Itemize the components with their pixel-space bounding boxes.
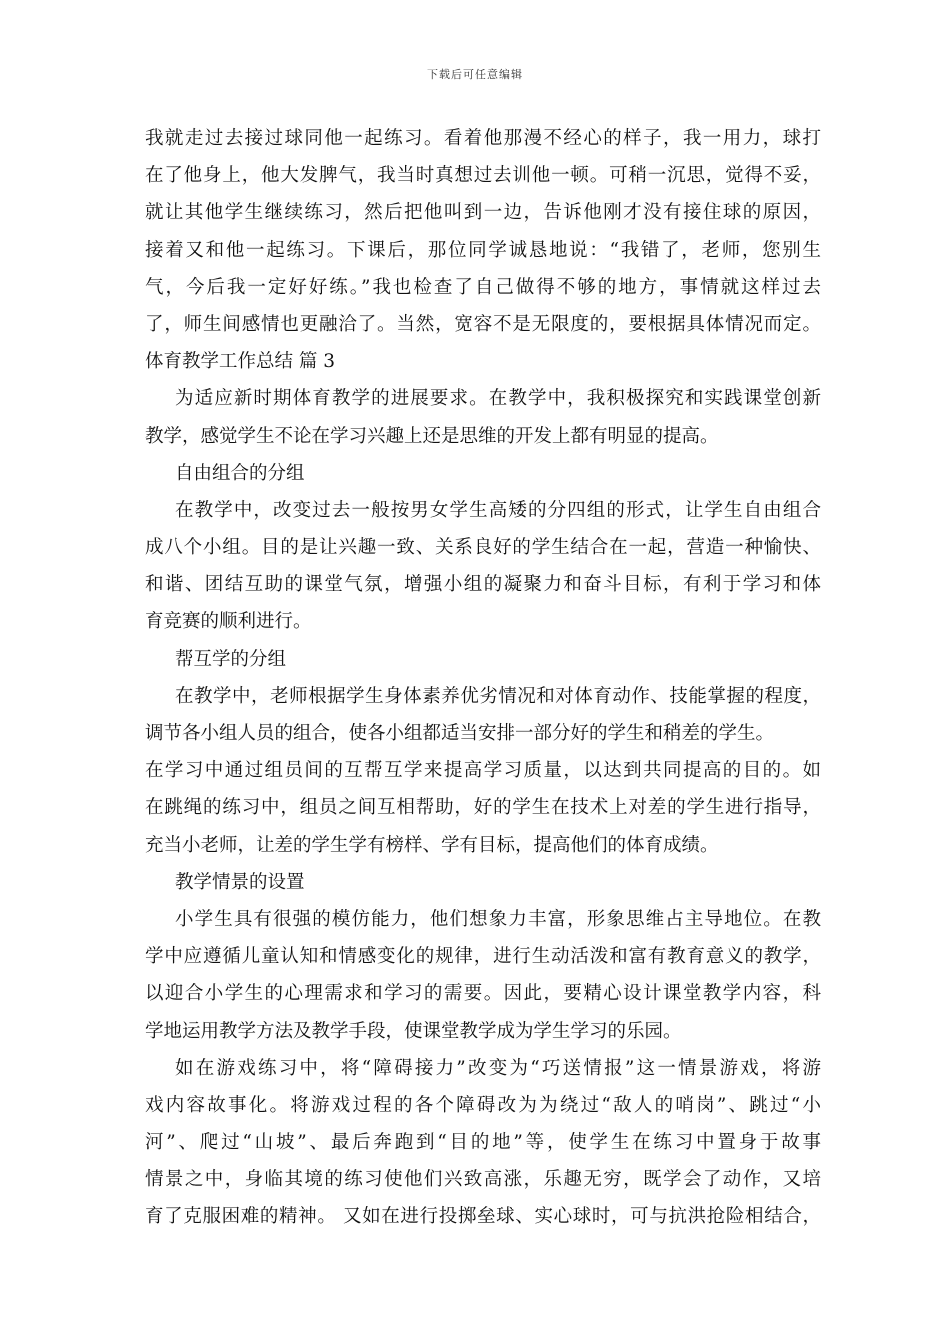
text-line: 就让其他学生继续练习，然后把他叫到一边，告诉他刚才没有接住球的原因，: [145, 202, 821, 224]
text-line: 情景之中，身临其境的练习使他们兴致高涨，乐趣无穷，既学会了动作，又培: [145, 1169, 821, 1191]
text-line: 自由组合的分组: [175, 462, 305, 484]
text-line: 和谐、团结互助的课堂气氛，增强小组的凝聚力和奋斗目标，有利于学习和体: [145, 574, 821, 596]
text-line: 在教学中，老师根据学生身体素养优劣情况和对体育动作、技能掌握的程度，: [175, 685, 821, 707]
text-line: 在了他身上，他大发脾气，我当时真想过去训他一顿。可稍一沉思，觉得不妥，: [145, 165, 821, 187]
text-line: 学地运用教学方法及教学手段，使课堂教学成为学生学习的乐园。: [145, 1020, 682, 1042]
text-line: 在教学中，改变过去一般按男女学生高矮的分四组的形式，让学生自由组合: [175, 499, 821, 521]
text-line: 体育教学工作总结 篇 3: [145, 351, 336, 373]
text-line: 调节各小组人员的组合，使各小组都适当安排一部分好的学生和稍差的学生。: [145, 723, 775, 744]
text-line: 如在游戏练习中，将“障碍接力”改变为“巧送情报”这一情景游戏，将游: [175, 1057, 821, 1079]
document-body: [145, 120, 821, 1236]
text-line: 小学生具有很强的模仿能力，他们想象力丰富，形象思维占主导地位。在教: [175, 908, 821, 930]
text-line: 戏内容故事化。将游戏过程的各个障碍改为为绕过“敌人的哨岗”、跳过“小: [145, 1094, 821, 1116]
text-line: 我就走过去接过球同他一起练习。看着他那漫不经心的样子，我一用力，球打: [145, 128, 821, 149]
text-line: 在跳绳的练习中，组员之间互相帮助，好的学生在技术上对差的学生进行指导，: [145, 797, 821, 819]
page-header: 下载后可任意编辑: [427, 68, 523, 81]
text-line: 了，师生间感情也更融洽了。当然，宽容不是无限度的，要根据具体情况而定。: [145, 313, 821, 335]
text-line: 接着又和他一起练习。下课后，那位同学诚恳地说：“我错了，老师，您别生: [145, 239, 821, 261]
text-line: 帮互学的分组: [175, 648, 287, 670]
text-line: 成八个小组。目的是让兴趣一致、关系良好的学生结合在一起，营造一种愉快、: [145, 537, 821, 559]
text-line: 气，今后我一定好好练。”我也检查了自己做得不够的地方，事情就这样过去: [145, 276, 821, 298]
text-line: 教学情景的设置: [175, 871, 305, 893]
text-line: 以迎合小学生的心理需求和学习的需要。因此，要精心设计课堂教学内容，科: [145, 983, 821, 1005]
text-line: 河”、爬过“山坡”、最后奔跑到“目的地”等，使学生在练习中置身于故事: [145, 1132, 821, 1154]
text-line: 育竞赛的顺利进行。: [145, 611, 312, 633]
text-line: 育了克服困难的精神。 又如在进行投掷垒球、实心球时，可与抗洪抢险相结合，: [145, 1206, 821, 1228]
text-line: 在学习中通过组员间的互帮互学来提高学习质量，以达到共同提高的目的。如: [145, 760, 821, 782]
text-line: 充当小老师，让差的学生学有榜样、学有目标，提高他们的体育成绩。: [145, 834, 719, 856]
text-line: 为适应新时期体育教学的进展要求。在教学中，我积极探究和实践课堂创新: [175, 388, 821, 410]
text-line: 学中应遵循儿童认知和情感变化的规律，进行生动活泼和富有教育意义的教学，: [145, 946, 821, 968]
text-line: 教学，感觉学生不论在学习兴趣上还是思维的开发上都有明显的提高。: [145, 425, 719, 447]
